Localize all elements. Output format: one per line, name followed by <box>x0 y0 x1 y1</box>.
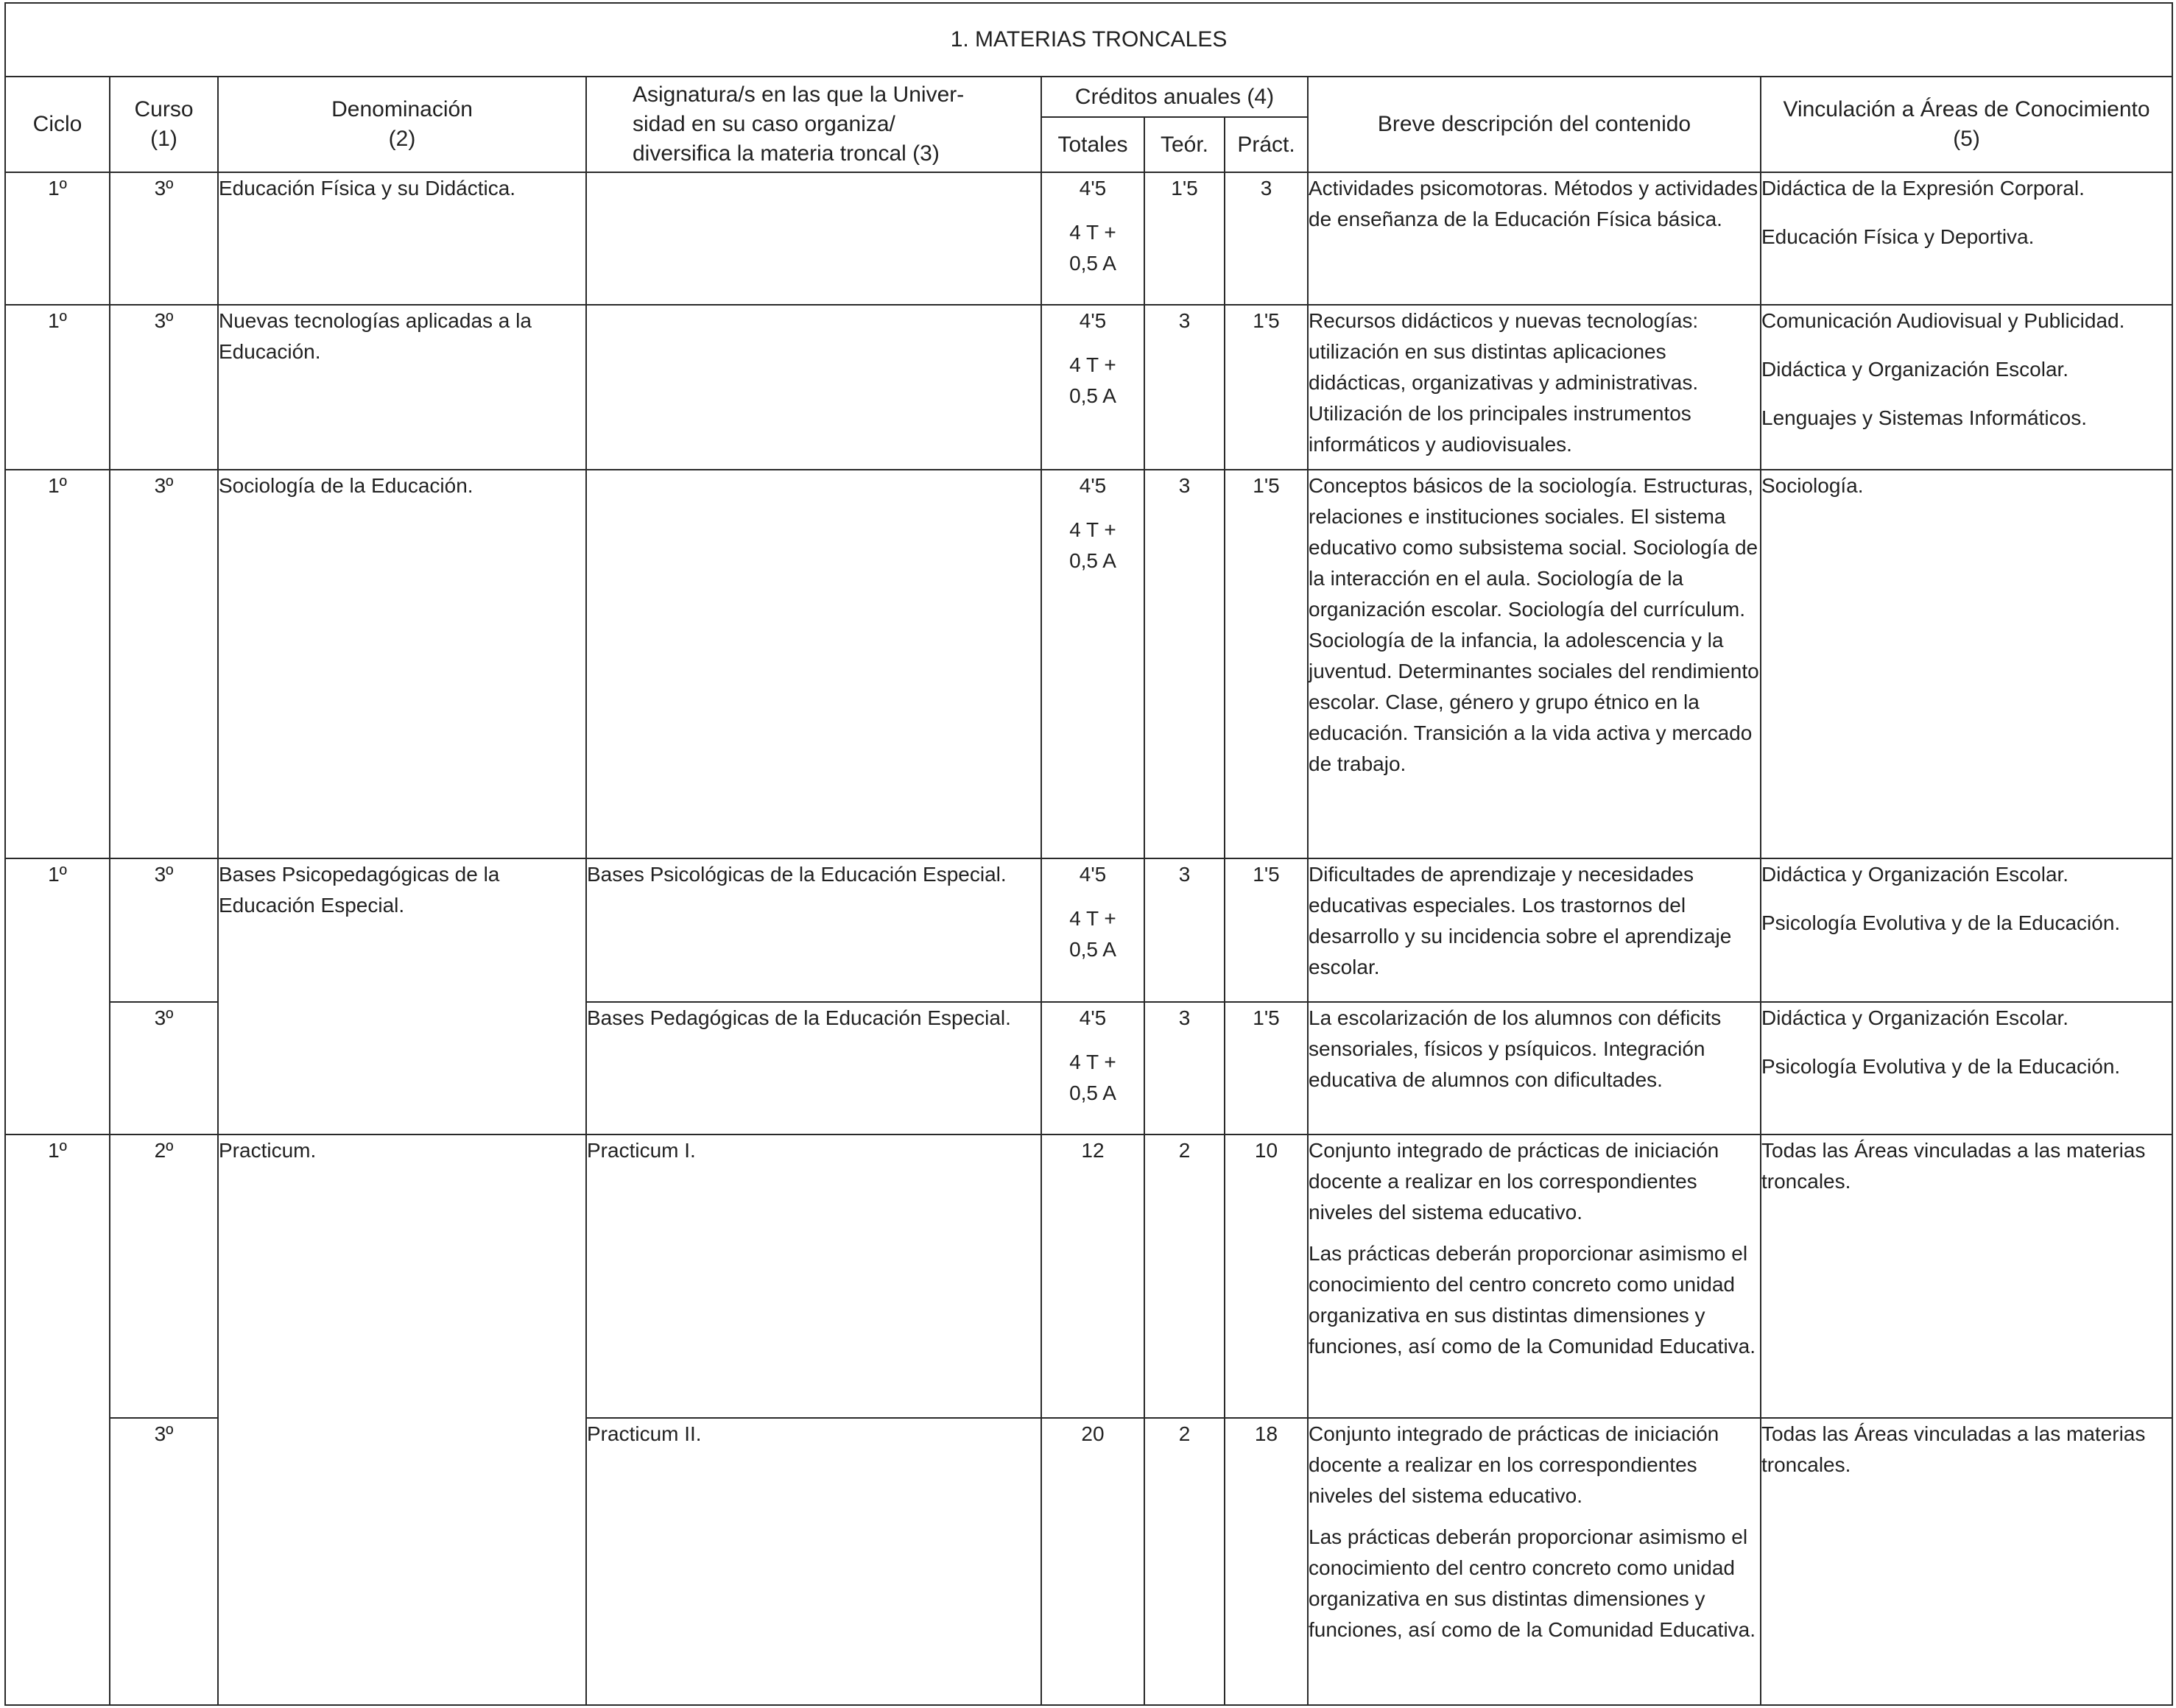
asignatura-cell: Bases Pedagógicas de la Educación Especial. <box>586 1002 1041 1134</box>
table-row <box>5 1134 2172 1418</box>
header-descripcion: Breve descripción del contenido <box>1308 77 1761 172</box>
descripcion-cell: Conjunto integrado de prácticas de iniciación docente a realizar en los correspondientes niveles del sistema educativo. Las prácticas deberán proporcionar asimismo el conocimiento del centro concreto como unidad organizativa en sus distintas dimensiones y funciones, así como de la Comunidad Educativa. <box>1308 1134 1761 1418</box>
totales-cell: 4'5 4 T + 0,5 A <box>1041 1002 1144 1134</box>
pract-cell: 18 <box>1225 1418 1308 1705</box>
pract-cell: 1'5 <box>1225 305 1308 470</box>
totales-cell: 4'5 4 T + 0,5 A <box>1041 172 1144 305</box>
asignatura-cell <box>586 305 1041 470</box>
header-denominacion: Denominación (2) <box>218 77 586 172</box>
table-row <box>5 858 2172 1002</box>
descripcion-cell: Actividades psicomotoras. Métodos y actividades de enseñanza de la Educación Física básica. <box>1308 172 1761 305</box>
teor-cell: 3 <box>1144 470 1225 858</box>
totales-cell: 4'5 4 T + 0,5 A <box>1041 858 1144 1002</box>
areas-cell: Didáctica y Organización Escolar. Psicología Evolutiva y de la Educación. <box>1761 858 2172 1002</box>
descripcion-cell: Conjunto integrado de prácticas de iniciación docente a realizar en los correspondientes niveles del sistema educativo. Las prácticas deberán proporcionar asimismo el conocimiento del centro concreto como unidad organizativa en sus distintas dimensiones y funciones, así como de la Comunidad Educativa. <box>1308 1418 1761 1705</box>
teor-cell: 2 <box>1144 1418 1225 1705</box>
header-curso: Curso (1) <box>110 77 218 172</box>
curso-cell: 3º <box>110 858 218 1002</box>
totales-cell: 20 <box>1041 1418 1144 1705</box>
totales-cell: 4'5 4 T + 0,5 A <box>1041 305 1144 470</box>
pract-cell: 1'5 <box>1225 1002 1308 1134</box>
header-ciclo: Ciclo <box>5 77 110 172</box>
curso-cell: 2º <box>110 1134 218 1418</box>
ciclo-cell: 1º <box>5 1134 110 1705</box>
teor-cell: 3 <box>1144 1002 1225 1134</box>
header-asignaturas: Asignatura/s en las que la Univer- sidad en su caso organiza/ diversifica la materia troncal (3) <box>586 77 1041 172</box>
pract-cell: 10 <box>1225 1134 1308 1418</box>
totales-cell: 4'5 4 T + 0,5 A <box>1041 470 1144 858</box>
header-teor: Teór. <box>1144 117 1225 172</box>
areas-cell: Sociología. <box>1761 470 2172 858</box>
areas-cell: Todas las Áreas vinculadas a las materias troncales. <box>1761 1418 2172 1705</box>
ciclo-cell: 1º <box>5 858 110 1134</box>
ciclo-cell: 1º <box>5 172 110 305</box>
areas-cell: Didáctica y Organización Escolar. Psicología Evolutiva y de la Educación. <box>1761 1002 2172 1134</box>
denominacion-cell: Bases Psicopedagógicas de la Educación Especial. <box>218 858 586 1134</box>
header-totales: Totales <box>1041 117 1144 172</box>
denominacion-cell: Practicum. <box>218 1134 586 1705</box>
descripcion-cell: Conceptos básicos de la sociología. Estructuras, relaciones e instituciones sociales. El sistema educativo como subsistema social. Sociología de la interacción en el aula. Sociología de la organización escolar. Sociología del currículum. Sociología de la infancia, la adolescencia y la juventud. Determinantes sociales del rendimiento escolar. Clase, género y grupo étnico en la educación. Transición a la vida activa y mercado de trabajo. <box>1308 470 1761 858</box>
header-pract: Práct. <box>1225 117 1308 172</box>
areas-cell: Comunicación Audiovisual y Publicidad. Didáctica y Organización Escolar. Lenguajes y Sistemas Informáticos. <box>1761 305 2172 470</box>
curso-cell: 3º <box>110 172 218 305</box>
table-title: 1. MATERIAS TRONCALES <box>5 3 2172 77</box>
pract-cell: 1'5 <box>1225 470 1308 858</box>
header-creditos: Créditos anuales (4) <box>1041 77 1308 117</box>
teor-cell: 2 <box>1144 1134 1225 1418</box>
asignatura-cell: Bases Psicológicas de la Educación Especial. <box>586 858 1041 1002</box>
totales-cell: 12 <box>1041 1134 1144 1418</box>
denominacion-cell: Sociología de la Educación. <box>218 470 586 858</box>
teor-cell: 3 <box>1144 858 1225 1002</box>
pract-cell: 1'5 <box>1225 858 1308 1002</box>
table-row <box>5 305 2172 470</box>
denominacion-cell: Educación Física y su Didáctica. <box>218 172 586 305</box>
curso-cell: 3º <box>110 1002 218 1134</box>
asignatura-cell: Practicum II. <box>586 1418 1041 1705</box>
table-row <box>5 470 2172 858</box>
ciclo-cell: 1º <box>5 305 110 470</box>
areas-cell: Todas las Áreas vinculadas a las materias troncales. <box>1761 1134 2172 1418</box>
asignatura-cell <box>586 172 1041 305</box>
descripcion-cell: Recursos didácticos y nuevas tecnologías: utilización en sus distintas aplicaciones didácticas, organizativas y administrativas. Utilización de los principales instrumentos informáticos y audiovisuales. <box>1308 305 1761 470</box>
teor-cell: 1'5 <box>1144 172 1225 305</box>
materias-troncales-table <box>4 2 2173 1706</box>
teor-cell: 3 <box>1144 305 1225 470</box>
asignatura-cell <box>586 470 1041 858</box>
header-vinculacion: Vinculación a Áreas de Conocimiento (5) <box>1761 77 2172 172</box>
table-row <box>5 172 2172 305</box>
pract-cell: 3 <box>1225 172 1308 305</box>
areas-cell: Didáctica de la Expresión Corporal. Educación Física y Deportiva. <box>1761 172 2172 305</box>
ciclo-cell: 1º <box>5 470 110 858</box>
denominacion-cell: Nuevas tecnologías aplicadas a la Educación. <box>218 305 586 470</box>
descripcion-cell: La escolarización de los alumnos con déficits sensoriales, físicos y psíquicos. Integración educativa de alumnos con dificultades. <box>1308 1002 1761 1134</box>
descripcion-cell: Dificultades de aprendizaje y necesidades educativas especiales. Los trastornos del desarrollo y su incidencia sobre el aprendizaje escolar. <box>1308 858 1761 1002</box>
curso-cell: 3º <box>110 470 218 858</box>
curso-cell: 3º <box>110 305 218 470</box>
asignatura-cell: Practicum I. <box>586 1134 1041 1418</box>
curso-cell: 3º <box>110 1418 218 1705</box>
